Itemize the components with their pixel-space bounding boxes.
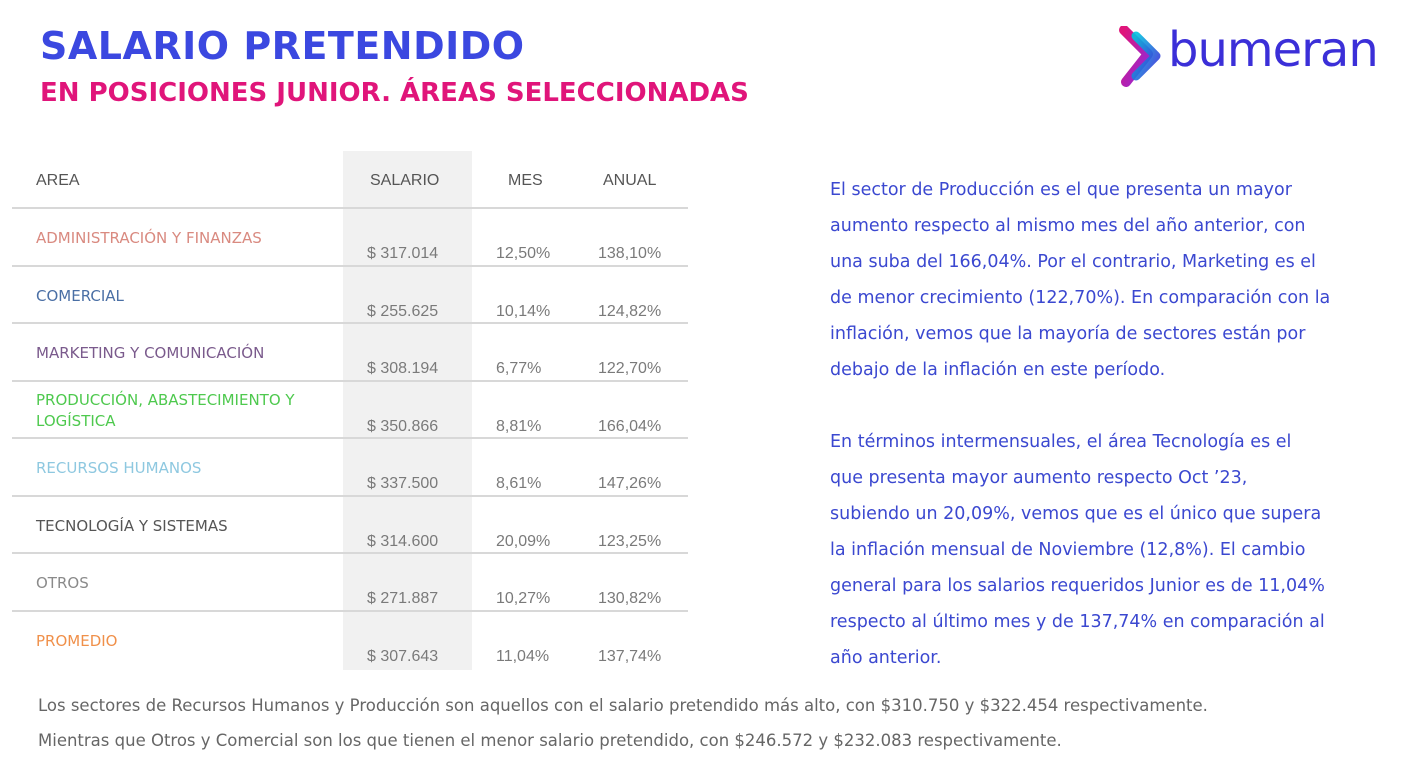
table-row	[12, 439, 688, 497]
row-mes-value: 12,50%	[496, 245, 551, 262]
row-salario-value: $ 255.625	[367, 302, 439, 320]
bumeran-chevron-logo-icon	[1118, 26, 1166, 88]
table-row	[12, 324, 688, 382]
row-anual-value: 124,82%	[598, 302, 662, 320]
commentary-line: debajo de la inflación en este período.	[830, 360, 1166, 380]
row-anual-value: 130,82%	[598, 590, 662, 607]
page-subtitle: EN POSICIONES JUNIOR. ÁREAS SELECCIONADAS	[40, 78, 749, 108]
table-header	[12, 151, 688, 209]
row-anual-value: 123,25%	[598, 532, 662, 550]
salary-table	[12, 151, 688, 670]
row-area-label: OTROS	[36, 574, 89, 592]
column-header-anual: ANUAL	[603, 172, 657, 189]
column-header-mes: MES	[508, 172, 543, 189]
row-anual-value: 137,74%	[598, 647, 662, 665]
commentary-line: aumento respecto al mismo mes del año anterior, con	[830, 216, 1306, 236]
footer-note-1: Los sectores de Recursos Humanos y Producción son aquellos con el salario pretendido más alto, con $310.750 y $322.454 respectivamente.	[38, 696, 1208, 715]
commentary-line: año anterior.	[830, 648, 942, 668]
commentary-line: que presenta mayor aumento respecto Oct ’23,	[830, 468, 1248, 488]
commentary-line: subiendo un 20,09%, vemos que es el único que supera	[830, 504, 1322, 524]
row-anual-value: 147,26%	[598, 475, 662, 492]
column-header-area: AREA	[36, 172, 80, 189]
brand-logo-text: bumeran	[1168, 22, 1378, 78]
row-area-label: PROMEDIO	[36, 631, 118, 650]
row-salario-value: $ 308.194	[367, 360, 439, 377]
row-mes-value: 11,04%	[496, 647, 550, 665]
table-row	[12, 612, 688, 670]
commentary-line: general para los salarios requeridos Junior es de 11,04%	[830, 576, 1325, 596]
table-row	[12, 267, 688, 325]
table-row	[12, 497, 688, 555]
row-area-label: ADMINISTRACIÓN Y FINANZAS	[36, 229, 262, 247]
row-salario-value: $ 337.500	[367, 475, 439, 492]
row-mes-value: 10,27%	[496, 590, 551, 607]
row-anual-value: 122,70%	[598, 360, 662, 377]
row-area-label: TECNOLOGÍA Y SISTEMAS	[36, 516, 228, 535]
commentary-line: la inflación mensual de Noviembre (12,8%). El cambio	[830, 540, 1306, 560]
row-mes-value: 8,61%	[496, 475, 542, 492]
commentary-line: respecto al último mes y de 137,74% en comparación al	[830, 612, 1325, 632]
row-area-label: PRODUCCIÓN, ABASTECIMIENTO Y LOGÍSTICA	[36, 390, 295, 430]
row-mes-value: 8,81%	[496, 417, 542, 435]
row-area-label: MARKETING Y COMUNICACIÓN	[36, 344, 265, 362]
commentary-paragraph-2	[830, 424, 1350, 676]
commentary-line: En términos intermensuales, el área Tecnología es el	[830, 432, 1292, 452]
row-anual-value: 166,04%	[598, 417, 662, 435]
commentary-paragraph-1	[830, 172, 1350, 388]
row-salario-value: $ 317.014	[367, 245, 439, 262]
table-row	[12, 554, 688, 612]
row-area-label: COMERCIAL	[36, 286, 124, 305]
commentary-line: inflación, vemos que la mayoría de sectores están por	[830, 324, 1306, 344]
row-anual-value: 138,10%	[598, 245, 662, 262]
row-salario-value: $ 271.887	[367, 590, 439, 607]
brand-logo	[1118, 22, 1398, 88]
table-row	[12, 382, 688, 440]
commentary-line: de menor crecimiento (122,70%). En comparación con la	[830, 288, 1331, 308]
row-mes-value: 10,14%	[496, 302, 551, 320]
footer-note-2: Mientras que Otros y Comercial son los que tienen el menor salario pretendido, con $246.572 y $232.083 respectivamente.	[38, 731, 1062, 750]
row-mes-value: 6,77%	[496, 360, 542, 377]
row-mes-value: 20,09%	[496, 532, 551, 550]
commentary-line: una suba del 166,04%. Por el contrario, Marketing es el	[830, 252, 1316, 272]
row-salario-value: $ 314.600	[367, 532, 439, 550]
column-header-salario: SALARIO	[370, 172, 440, 189]
page-title: SALARIO PRETENDIDO	[40, 24, 525, 68]
row-salario-value: $ 350.866	[367, 417, 439, 435]
row-salario-value: $ 307.643	[367, 647, 439, 665]
table-row	[12, 209, 688, 267]
row-area-label: RECURSOS HUMANOS	[36, 459, 202, 477]
commentary-line: El sector de Producción es el que presenta un mayor	[830, 180, 1292, 200]
